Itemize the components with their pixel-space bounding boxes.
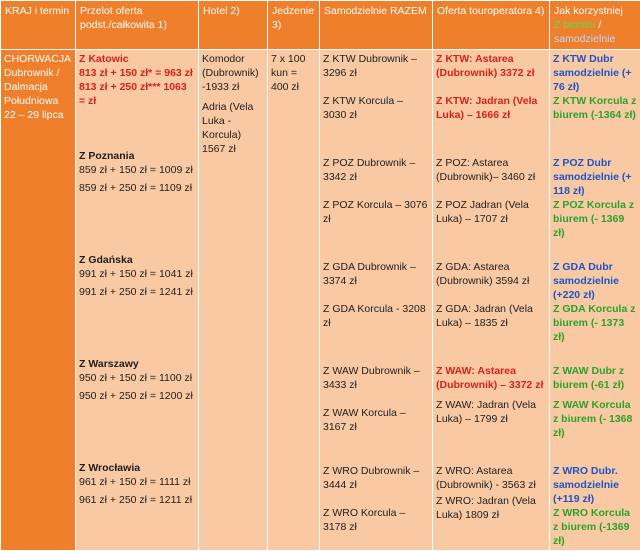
tour-dubrovnik: Z GDA: Astarea (Dubrownik) 3594 zł bbox=[436, 260, 546, 288]
region-cell: CHORWACJA Dubrownik / Dalmacja Południowa 22 – 29 lipca bbox=[1, 50, 76, 551]
tour-block bbox=[436, 156, 546, 260]
self-dubrovnik: Z GDA Dubrownik – 3374 zł bbox=[323, 260, 429, 288]
better-header-sep: / bbox=[595, 19, 601, 31]
flight-total: 961 zł + 250 zł = 1211 zł bbox=[79, 493, 195, 507]
self-korcula: Z WRO Korcula – 3178 zł bbox=[323, 506, 429, 534]
col-self-total-header: Samodzielnie RAZEM bbox=[320, 1, 433, 50]
better-block bbox=[553, 156, 637, 260]
tour-dubrovnik: Z WAW: Astarea (Dubrownik) – 3372 zł bbox=[436, 364, 546, 392]
self-block bbox=[323, 156, 429, 260]
tour-dubrovnik: Z POZ: Astarea (Dubrownik)– 3460 zł bbox=[436, 156, 546, 184]
tour-dubrovnik: Z WRO: Astarea (Dubrownik) - 3563 zł bbox=[436, 464, 546, 492]
col-country-header: KRAJ i termin bbox=[1, 1, 76, 50]
self-dubrovnik: Z KTW Dubrownik – 3296 zł bbox=[323, 52, 429, 80]
tour-dubrovnik: Z KTW: Astarea (Dubrownik) 3372 zł bbox=[436, 52, 546, 80]
better-korcula: Z KTW Korcula z biurem (-1364 zł) bbox=[553, 94, 637, 122]
tour-korcula: Z POZ Jadran (Vela Luka) – 1707 zł bbox=[436, 198, 546, 226]
city-name: Z Gdańska bbox=[79, 253, 195, 267]
tour-block bbox=[436, 52, 546, 156]
food-cell: 7 x 100 kun = 400 zł bbox=[268, 50, 320, 551]
col-better-header bbox=[550, 1, 640, 50]
flight-block bbox=[79, 461, 195, 507]
col-hotel-header: Hotel 2) bbox=[199, 1, 268, 50]
better-dubrovnik: Z GDA Dubr samodzielnie (+220 zł) bbox=[553, 260, 637, 302]
flight-cell bbox=[76, 50, 199, 551]
better-korcula: Z GDA Korcula z biurem (- 1373 zł) bbox=[553, 302, 637, 344]
tour-block bbox=[436, 464, 546, 522]
self-dubrovnik: Z WRO Dubrownik – 3444 zł bbox=[323, 464, 429, 492]
better-option-cell bbox=[550, 50, 640, 551]
tour-korcula: Z WAW: Jadran (Vela Luka) – 1799 zł bbox=[436, 398, 546, 426]
self-block bbox=[323, 260, 429, 364]
self-korcula: Z POZ Korcula – 3076 zł bbox=[323, 198, 429, 226]
city-name: Z Warszawy bbox=[79, 357, 195, 371]
flight-block bbox=[79, 52, 195, 149]
better-header-line1: Jak korzystniej bbox=[554, 5, 623, 17]
better-korcula: Z WAW Korcula z biurem (- 1368 zł) bbox=[553, 398, 637, 440]
better-header-agency: Z biurem bbox=[554, 19, 595, 31]
flight-block bbox=[79, 253, 195, 357]
hotel-dubrovnik: Komodor (Dubrownik) -1933 zł bbox=[202, 52, 264, 94]
tour-korcula: Z GDA: Jadran (Vela Luka) – 1835 zł bbox=[436, 302, 546, 330]
flight-base: 859 zł + 150 zł = 1009 zł bbox=[79, 163, 195, 177]
self-total-cell bbox=[320, 50, 433, 551]
self-block bbox=[323, 364, 429, 464]
better-block bbox=[553, 464, 637, 548]
col-flight-header: Przelot oferta podst./całkowita 1) bbox=[76, 1, 199, 50]
self-block bbox=[323, 464, 429, 534]
flight-total: 859 zł + 250 zł = 1109 zł bbox=[79, 181, 195, 195]
self-block bbox=[323, 52, 429, 156]
hotel-korcula: Adria (Vela Luka - Korcula) 1567 zł bbox=[202, 100, 264, 156]
flight-total: 813 zł + 250 zł*** 1063 = zł bbox=[79, 80, 195, 108]
better-block bbox=[553, 260, 637, 364]
self-korcula: Z WAW Korcula – 3167 zł bbox=[323, 406, 429, 434]
flight-total: 991 zł + 250 zł = 1241 zł bbox=[79, 285, 195, 299]
hotel-cell bbox=[199, 50, 268, 551]
tour-block bbox=[436, 364, 546, 464]
col-food-header: Jedzenie 3) bbox=[268, 1, 320, 50]
flight-base: 813 zł + 150 zł* = 963 zł bbox=[79, 66, 195, 80]
city-name: Z Poznania bbox=[79, 149, 195, 163]
self-dubrovnik: Z WAW Dubrownik – 3433 zł bbox=[323, 364, 429, 392]
better-block bbox=[553, 364, 637, 464]
better-dubrovnik: Z POZ Dubr samodzielnie (+ 118 zł) bbox=[553, 156, 637, 198]
tour-korcula: Z KTW: Jadran (Vela Luka) – 1666 zł bbox=[436, 94, 546, 122]
self-korcula: Z GDA Korcula - 3208 zł bbox=[323, 302, 429, 330]
flight-base: 950 zł + 150 zł = 1100 zł bbox=[79, 371, 195, 385]
flight-block bbox=[79, 149, 195, 253]
better-header-self: samodzielnie bbox=[554, 33, 615, 45]
flight-base: 961 zł + 150 zł = 1111 zł bbox=[79, 475, 195, 489]
flight-block bbox=[79, 357, 195, 461]
tour-korcula: Z WRO: Jadran (Vela Luka) 1809 zł bbox=[436, 494, 546, 522]
better-block bbox=[553, 52, 637, 156]
self-dubrovnik: Z POZ Dubrownik – 3342 zł bbox=[323, 156, 429, 184]
self-korcula: Z KTW Korcula – 3030 zł bbox=[323, 94, 429, 122]
touroperator-cell bbox=[433, 50, 550, 551]
better-korcula: Z POZ Korcula z biurem (- 1369 zł) bbox=[553, 198, 637, 240]
better-dubrovnik: Z WAW Dubr z biurem (-61 zł) bbox=[553, 364, 637, 392]
better-korcula: Z WRO Korcula z biurem (-1369 zł) bbox=[553, 506, 637, 548]
city-name: Z Wrocławia bbox=[79, 461, 195, 475]
col-touroperator-header: Oferta touroperatora 4) bbox=[433, 1, 550, 50]
header-row bbox=[1, 1, 640, 50]
better-dubrovnik: Z KTW Dubr samodzielnie (+ 76 zł) bbox=[553, 52, 637, 94]
tour-block bbox=[436, 260, 546, 364]
better-dubrovnik: Z WRO Dubr. samodzielnie (+119 zł) bbox=[553, 464, 637, 506]
city-name: Z Katowic bbox=[79, 52, 195, 66]
flight-total: 950 zł + 250 zł = 1200 zł bbox=[79, 389, 195, 403]
flight-base: 991 zł + 150 zł = 1041 zł bbox=[79, 267, 195, 281]
table-row bbox=[1, 50, 640, 551]
